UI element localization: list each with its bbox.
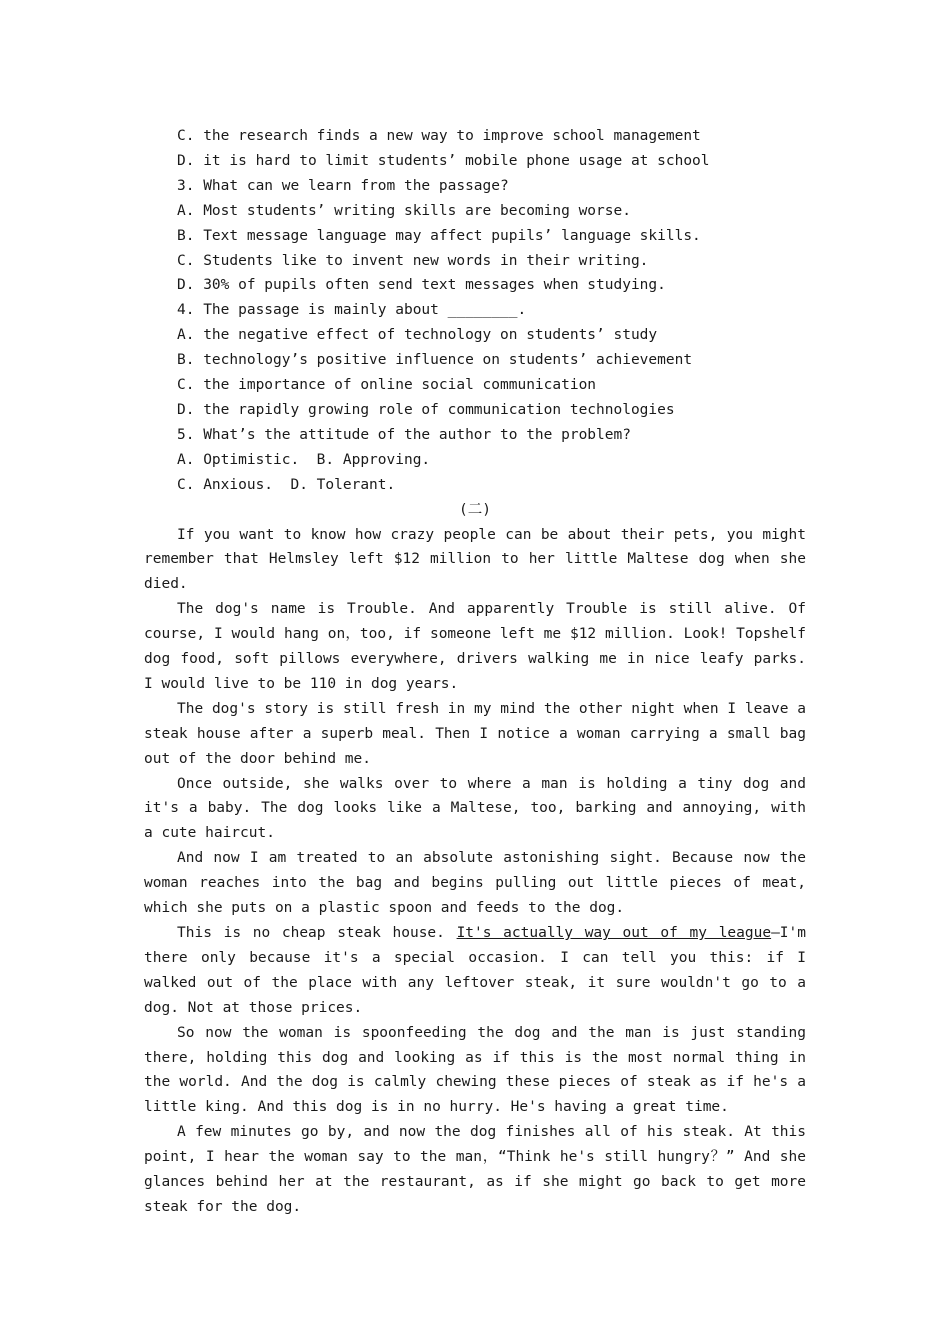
paragraph-6-before: This is no cheap steak house. (177, 925, 457, 941)
option-4b: B. technology’s positive influence on students’ achievement (177, 352, 693, 369)
paragraph-6 (144, 921, 806, 1021)
underlined-phrase: It's actually way out of my league (456, 925, 772, 941)
paragraph-7: So now the woman is spoonfeeding the dog and the man is just standing there, holding this dog and looking as if this is the most normal thing in the world. And the dog is calmly chewing these pieces of steak as if he's a little king. And this dog is in no hurry. He's having a great time. (144, 1024, 806, 1116)
paragraph-5: And now I am treated to an absolute astonishing sight. Because now the woman reaches into the bag and begins pulling out little pieces of meat, which she puts on a plastic spoon and feeds to the dog. (144, 850, 806, 917)
option-3d: D. 30% of pupils often send text messages when studying. (177, 277, 666, 294)
paragraph-6-after: —I'm there only because it's a special occasion. I can tell you this: if I walked out of the place with any leftover steak, it sure wouldn't go to a dog. Not at those prices. (144, 925, 806, 1016)
option-5cd: C. Anxious. D. Tolerant. (177, 476, 396, 493)
paragraph-2: The dog's name is Trouble. And apparently Trouble is still alive. Of course, I would hang on，too, if someone left me $12 million. Look! Topshelf dog food, soft pillows everywhere, drivers walking me in nice leafy parks. I would live to be 110 in dog years. (144, 601, 806, 692)
option-2d: D. it is hard to limit students’ mobile phone usage at school (177, 152, 710, 169)
question-5: 5. What’s the attitude of the author to the problem? (177, 426, 631, 443)
option-2c: C. the research finds a new way to improve school management (177, 128, 701, 144)
option-3b: B. Text message language may affect pupils’ language skills. (177, 227, 701, 244)
option-5ab: A. Optimistic. B. Approving. (177, 451, 431, 468)
option-3c: C. Students like to invent new words in their writing. (177, 252, 649, 269)
paragraph-1: If you want to know how crazy people can be about their pets, you might remember that Helmsley left $12 million to her little Maltese dog when she died. (144, 526, 806, 593)
paragraph-4: Once outside, she walks over to where a man is holding a tiny dog and it's a baby. The dog looks like a Maltese, too, barking and annoying, with a cute haircut. (144, 775, 806, 842)
question-3: 3. What can we learn from the passage? (177, 177, 509, 194)
option-4d: D. the rapidly growing role of communication technologies (177, 401, 675, 418)
paragraph-8: A few minutes go by, and now the dog finishes all of his steak. At this point, I hear the woman say to the man，“Think he's still hungry？” And she glances behind her at the restaurant, as if she might go back to get more steak for the dog. (144, 1124, 806, 1215)
paragraph-3: The dog's story is still fresh in my mind the other night when I leave a steak house after a superb meal. Then I notice a woman carrying a small bag out of the door behind me. (144, 700, 806, 767)
option-4a: A. the negative effect of technology on students’ study (177, 327, 658, 344)
section-title: (二) (459, 501, 491, 518)
question-4: 4. The passage is mainly about ________. (177, 302, 527, 319)
document-page (144, 124, 806, 1220)
option-4c: C. the importance of online social communication (177, 377, 597, 394)
option-3a: A. Most students’ writing skills are becoming worse. (177, 202, 631, 219)
